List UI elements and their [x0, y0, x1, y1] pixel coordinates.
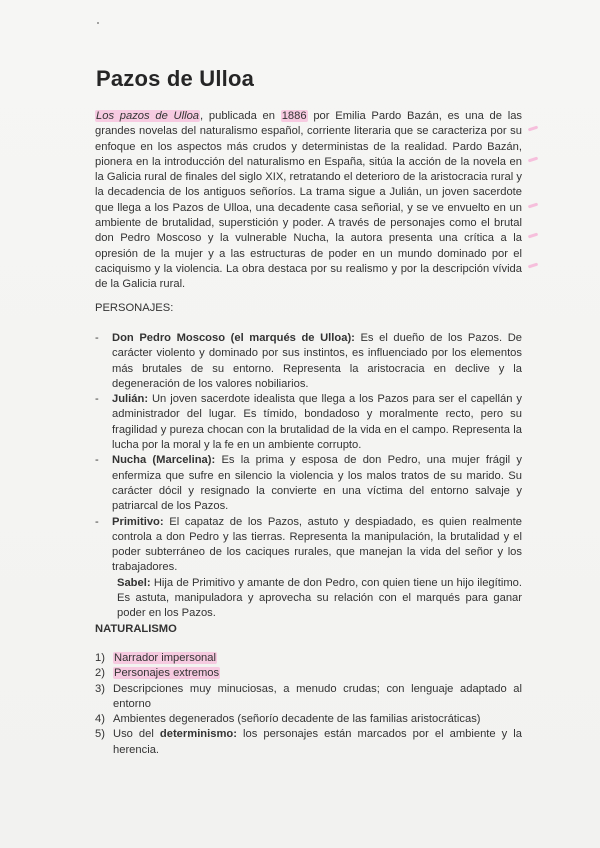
feature-text-a: Uso del	[113, 728, 160, 741]
character-description: Es el dueño de los Pazos. De carácter violento y dominado por sus instintos, es influenciado por los elementos más brutales de su entorno. Representa la aristocracia en declive y la degeneración de los valores nobiliarios.	[112, 332, 522, 390]
highlight-mark	[528, 233, 538, 239]
highlight-mark	[528, 157, 538, 163]
highlight-mark	[528, 263, 538, 269]
list-marker: -	[95, 393, 99, 406]
intro-text-b: por Emilia Pardo Bazán, es una de las grandes novelas del naturalismo español, corriente literaria que se caracteriza por su enfoque en los aspectos más crudos y deterministas de la realidad. Pardo Bazán, pionera en la introducción del naturalismo en España, sitúa la acción de la novela en la Galicia rural de finales del siglo XIX, retratando el deterioro de la aristocracia rural y la decadencia de los antiguos señoríos. La trama sigue a Julián, un joven sacerdote que llega a los Pazos de Ulloa, una decadente casa señorial, y se ve envuelto en un ambiente de brutalidad, superstición y poder. A través de personajes como el brutal don Pedro Moscoso y la vulnerable Nucha, la autora presenta una crítica a la opresión de la mujer y a las estructuras de poder en un mundo dominado por el caciquismo y la violencia. La obra destaca por su realismo y por la descripción vívida de la Galicia rural.	[95, 110, 523, 291]
list-item	[95, 712, 522, 727]
character-description: Hija de Primitivo y amante de don Pedro, con quien tiene un hijo ilegítimo. Es astuta, manipuladora y aprovecha su relación con el marqués para ganar poder en los Pazos.	[117, 576, 522, 620]
list-marker: 3)	[95, 682, 105, 695]
character-description: El capataz de los Pazos, astuto y despiadado, es quien realmente controla a don Pedro y las tierras. Representa la manipulación, la brutalidad y el poder subterráneo de los caciques rurales, que manejan la vida del señor y los trabajadores.	[112, 515, 522, 574]
personajes-heading: PERSONAJES:	[95, 302, 174, 314]
list-item	[95, 453, 522, 514]
highlight-mark	[528, 126, 538, 132]
intro-paragraph	[95, 109, 522, 293]
character-name: Sabel:	[117, 576, 151, 589]
list-item	[95, 651, 522, 666]
list-item	[95, 392, 522, 453]
list-item	[95, 331, 522, 392]
list-marker: 4)	[95, 713, 105, 726]
list-item	[95, 666, 522, 681]
feature-text: Ambientes degenerados (señorío decadente de las familias aristocráticas)	[113, 713, 481, 726]
publication-year: 1886	[281, 110, 307, 122]
feature-text-b: los personajes están marcados por el ambiente y la herencia.	[113, 728, 522, 756]
character-name: Nucha (Marcelina):	[112, 454, 216, 467]
novel-title: Los pazos de Ulloa	[96, 110, 200, 122]
characters-list	[95, 331, 522, 622]
list-marker: -	[95, 515, 99, 528]
list-item	[95, 682, 522, 713]
list-marker: 1)	[95, 652, 105, 664]
naturalismo-heading: NATURALISMO	[95, 623, 177, 635]
character-description: Es la prima y esposa de don Pedro, una mujer frágil y enfermiza que sufre en silencio la violencia y los malos tratos de su marido. Su carácter dócil y resignado la convierte en una víctima del entorno salvaje y patriarcal de los Pazos.	[112, 454, 522, 513]
list-marker: -	[95, 454, 99, 467]
document-title: Pazos de Ulloa	[96, 66, 255, 91]
feature-bold: determinismo:	[159, 728, 237, 741]
feature-text: Narrador impersonal	[114, 652, 216, 664]
scan-speck	[97, 22, 99, 24]
highlight-mark	[528, 203, 538, 209]
naturalismo-list	[95, 651, 522, 758]
character-name: Primitivo:	[112, 515, 164, 528]
character-name: Don Pedro Moscoso (el marqués de Ulloa):	[112, 332, 355, 344]
list-item	[95, 515, 522, 576]
character-description: Un joven sacerdote idealista que llega a los Pazos para ser el capellán y administrador del lugar. Es tímido, bondadoso y moralmente recto, pero su fragilidad y pureza chocan con la brutalidad de la vida en el campo. Representa la lucha por la moral y la fe en un ambiente corrupto.	[112, 393, 522, 452]
character-name: Julián:	[112, 393, 149, 406]
list-item	[95, 727, 522, 758]
feature-text: Personajes extremos	[114, 667, 220, 680]
list-marker: 5)	[95, 728, 105, 741]
feature-text: Descripciones muy minuciosas, a menudo crudas; con lenguaje adaptado al entorno	[113, 682, 522, 710]
list-marker: 2)	[95, 667, 105, 680]
list-marker: -	[95, 332, 99, 344]
list-item-sabel	[95, 576, 522, 622]
intro-text-a: , publicada en	[200, 110, 281, 122]
